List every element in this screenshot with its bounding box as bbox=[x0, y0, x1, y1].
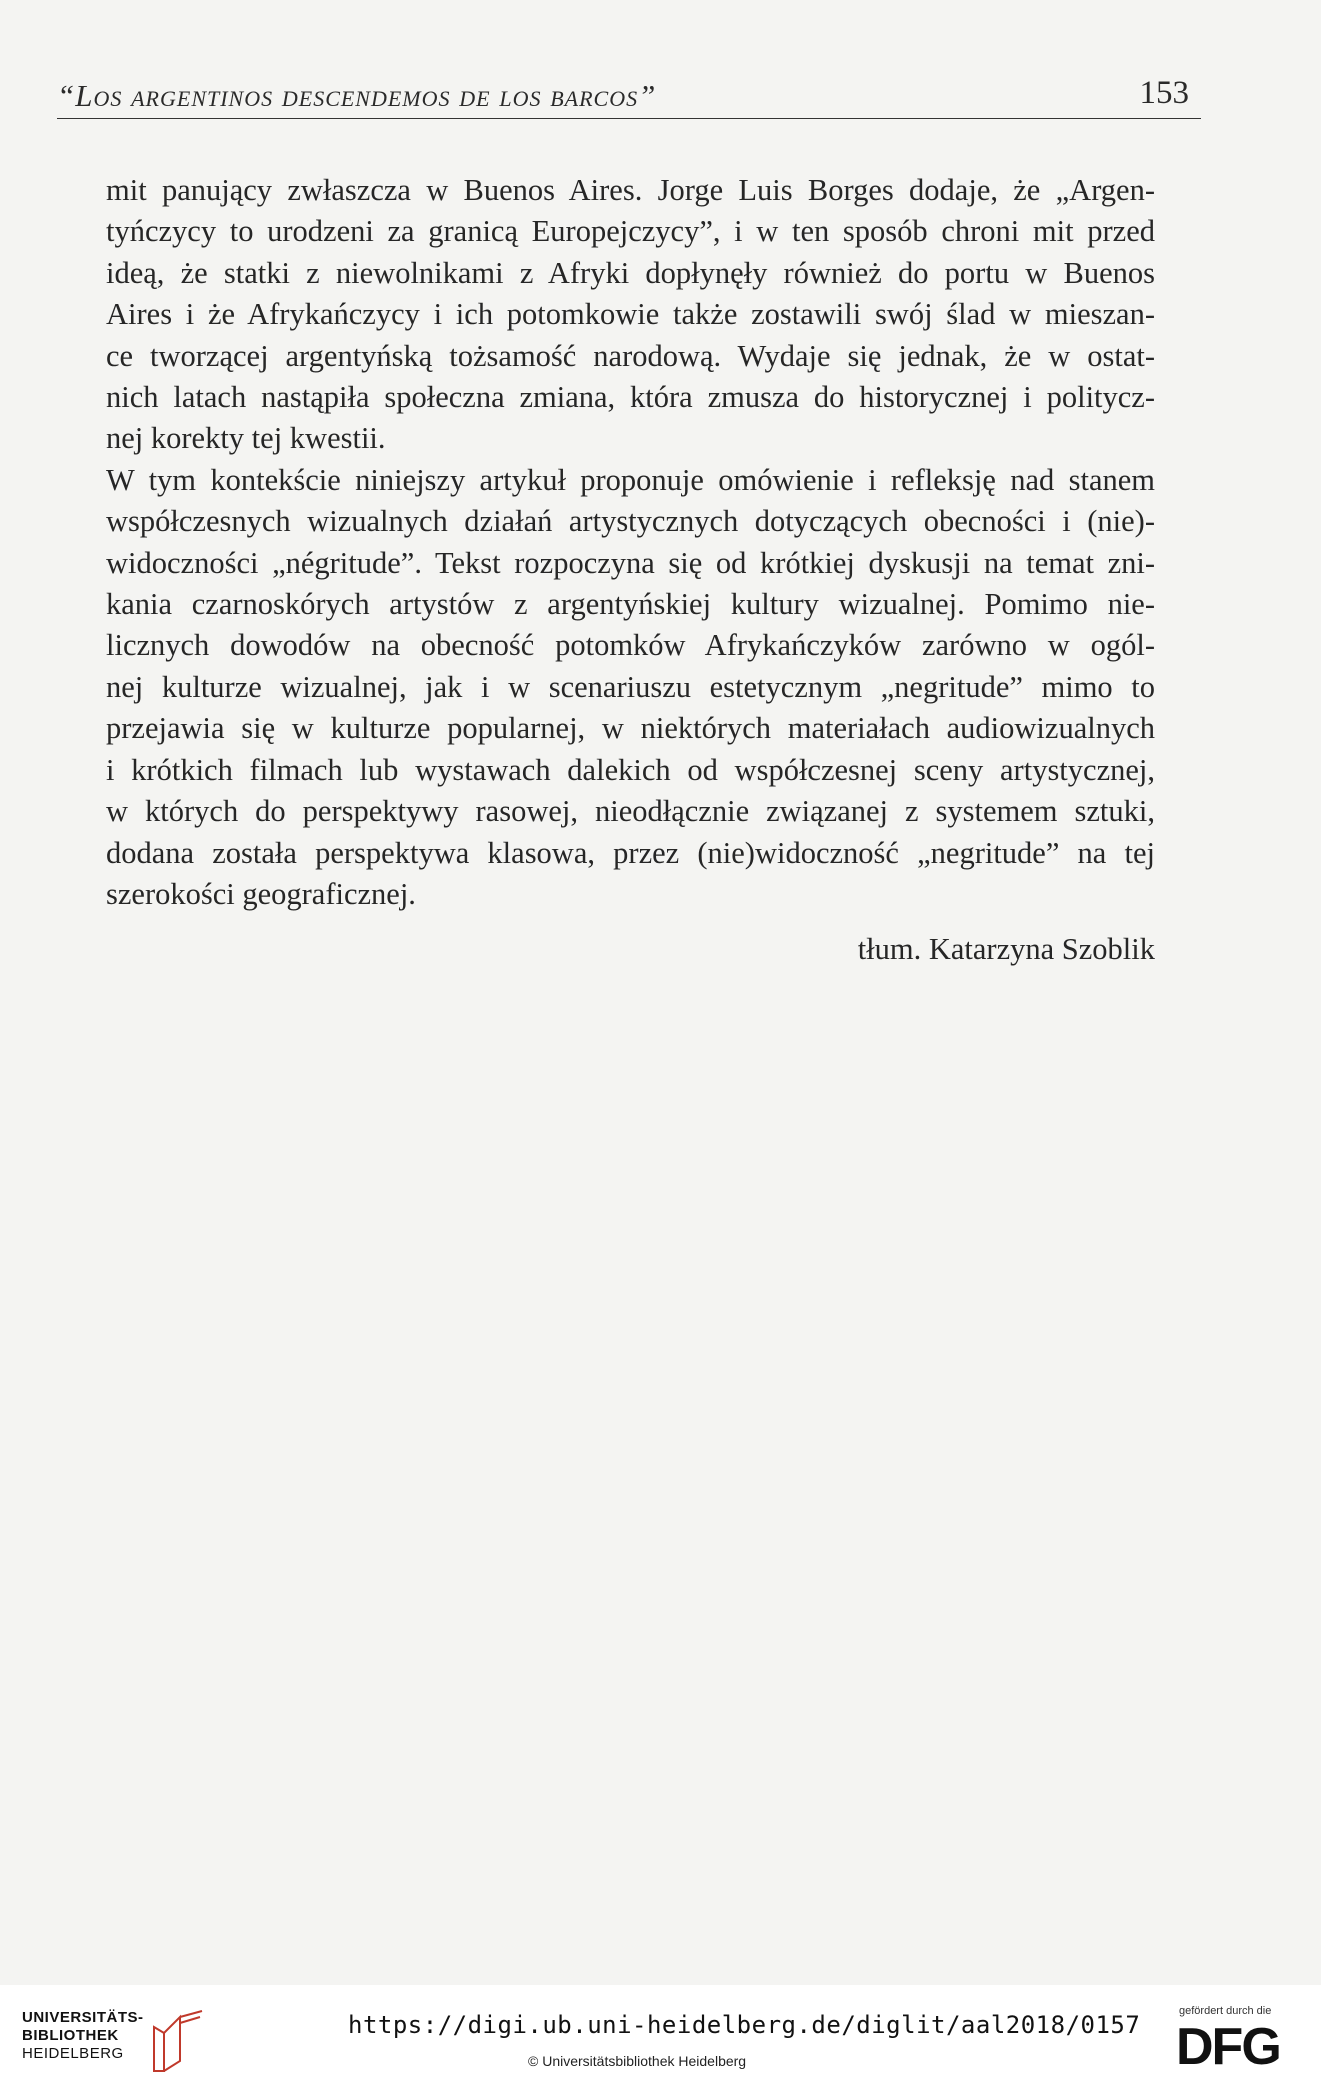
text-line: w których do perspektywy rasowej, nieodłącznie związanej z systemem sztuki, bbox=[106, 794, 1155, 829]
running-header bbox=[57, 72, 1201, 119]
text-line: współczesnych wizualnych działań artystycznych dotyczących obecności i (nie)- bbox=[106, 504, 1155, 539]
text-line: nej korekty tej kwestii. bbox=[106, 421, 386, 456]
library-mark-icon bbox=[150, 2009, 206, 2075]
permalink-url[interactable]: https://digi.ub.uni-heidelberg.de/diglit/aal2018/0157 bbox=[348, 2011, 1141, 2039]
text-line: mit panujący zwłaszcza w Buenos Aires. Jorge Luis Borges dodaje, że „Argen- bbox=[106, 173, 1155, 207]
text-line: przejawia się w kulturze popularnej, w niektórych materiałach audiowizualnych bbox=[106, 711, 1155, 746]
text-line: szerokości geograficznej. bbox=[106, 876, 416, 911]
funding-caption: gefördert durch die bbox=[1179, 2005, 1272, 2017]
body-text bbox=[106, 170, 1155, 915]
text-line: kania czarnoskórych artystów z argentyńskiej kultury wizualnej. Pomimo nie- bbox=[106, 587, 1155, 622]
text-line: nej kulturze wizualnej, jak i w scenariuszu estetycznym „negritude” mimo to bbox=[106, 669, 1155, 704]
library-name-line: BIBLIOTHEK bbox=[22, 2027, 119, 2044]
running-title: “Los argentinos descendemos de los barcos” bbox=[57, 78, 657, 113]
paragraph-2 bbox=[106, 460, 1155, 915]
copyright-notice: © Universitätsbibliothek Heidelberg bbox=[528, 2053, 747, 2069]
text-line: ce tworzącej argentyńską tożsamość narodową. Wydaje się jednak, że w ostat- bbox=[106, 338, 1155, 373]
paragraph-1 bbox=[106, 170, 1155, 460]
text-line: dodana została perspektywa klasowa, przez (nie)widoczność „negritude” na tej bbox=[106, 835, 1155, 870]
text-line: i krótkich filmach lub wystawach dalekich od współczesnej sceny artystycznej, bbox=[106, 752, 1155, 787]
text-line: tyńczycy to urodzeni za granicą Europejczycy”, i w ten sposób chroni mit przed bbox=[106, 214, 1155, 249]
text-line: ideą, że statki z niewolnikami z Afryki dopłynęły również do portu w Buenos bbox=[106, 255, 1155, 290]
footer bbox=[0, 1985, 1321, 2085]
library-name-line: HEIDELBERG bbox=[22, 2045, 124, 2062]
text-line: widoczności „négritude”. Tekst rozpoczyna się od krótkiej dyskusji na temat zni- bbox=[106, 545, 1155, 580]
page-number: 153 bbox=[1139, 75, 1189, 111]
text-line: Aires i że Afrykańczycy i ich potomkowie także zostawili swój ślad w mieszan- bbox=[106, 297, 1155, 332]
dfg-logo: DFG bbox=[1176, 2018, 1280, 2076]
translator-credit: tłum. Katarzyna Szoblik bbox=[857, 932, 1155, 966]
text-line: W tym kontekście niniejszy artykuł proponuje omówienie i refleksję nad stanem bbox=[106, 462, 1155, 497]
library-logo bbox=[22, 2009, 222, 2075]
text-line: nich latach nastąpiła społeczna zmiana, która zmusza do historycznej i politycz- bbox=[106, 380, 1155, 415]
text-line: licznych dowodów na obecność potomków Afrykańczyków zarówno w ogól- bbox=[106, 628, 1155, 663]
library-name-line: UNIVERSITÄTS- bbox=[22, 2009, 144, 2026]
